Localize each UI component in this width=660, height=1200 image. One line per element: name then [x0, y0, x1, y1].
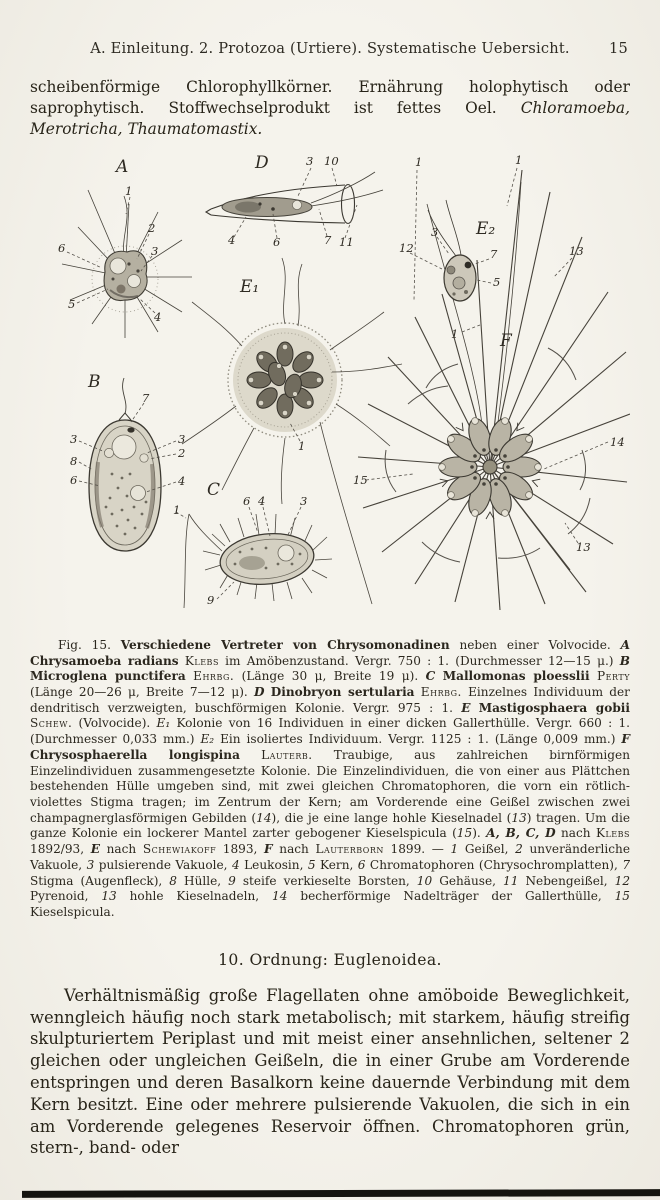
figure-number: 2: [178, 445, 186, 460]
figure-label-a: A: [116, 156, 129, 177]
figure-number: 3: [70, 431, 78, 446]
organism-a-chrysamoeba: [62, 190, 192, 338]
figure-wrap: [30, 152, 630, 626]
figure-number: 11: [339, 234, 354, 249]
figure-label-b: B: [88, 371, 101, 392]
figure-number: 7: [324, 232, 332, 247]
body-paragraph: Verhältnismäßig große Flagellaten ohne amöboide Beweglichkeit, wenngleich häufig noch stark metabolisch; mit starkem, häufig streifig skulpturiertem Periplast und mit meist einer ansehnlichen, seltener 2 gleichen oder ungleichen Geißeln, die in einer Grube am Vorderende entspringen und deren Basalkorn keine dauernde Verbindung mit dem Kern besitzt. Eine oder mehrere pulsierende Vakuolen, die sich in ein am Vorderende gelegenes Reservoir öffnen. Chromatophoren grün, stern-, band- oder: [30, 985, 630, 1158]
figure-number: 3: [178, 431, 186, 446]
figure-number: 12: [399, 240, 414, 255]
figure-number: 13: [576, 539, 591, 554]
organism-b-microglena: [89, 378, 161, 551]
figure-number: 1: [515, 152, 523, 167]
figure-label-c: C: [207, 479, 221, 500]
figure-number: 4: [258, 493, 266, 508]
figure-number: 1: [298, 438, 306, 453]
organism-f-spicula: [385, 348, 590, 562]
figure-label-d: D: [255, 152, 269, 173]
figure-number: 1: [173, 502, 181, 517]
running-header: [30, 40, 630, 57]
figure-illustration: [30, 152, 630, 622]
figure-number: 9: [207, 592, 215, 607]
figure-number: 2: [148, 220, 156, 235]
organism-e2: [428, 200, 476, 301]
figure-number: 6: [273, 234, 281, 249]
figure-number: 1: [415, 154, 423, 169]
figure-number: 5: [493, 274, 501, 289]
figure-number: 6: [58, 240, 66, 255]
figure-number: 3: [306, 153, 314, 168]
figure-number: 4: [228, 232, 236, 247]
figure-label-f: F: [500, 330, 512, 351]
figure-number: 15: [353, 472, 368, 487]
figure-number: 3: [300, 493, 308, 508]
figure-number: 14: [610, 434, 625, 449]
section-heading: 10. Ordnung: Euglenoidea.: [218, 950, 442, 969]
scan-edge-artifact: [22, 1189, 660, 1198]
intro-paragraph: scheibenförmige Chlorophyllkörner. Ernährung holophytisch oder saprophytisch. Stoffwechselprodukt ist fettes Oel. Chloramoeba, Merotricha, Thaumatomastix.: [30, 78, 630, 138]
figure-number: 1: [125, 183, 133, 198]
figure-number: 10: [324, 153, 339, 168]
figure-number: 13: [569, 243, 584, 258]
organism-d-dinobryon: [206, 172, 383, 224]
figure-number: 4: [178, 473, 186, 488]
page-number: 15: [609, 40, 628, 57]
figure-number: 3: [151, 243, 159, 258]
figure-number: 6: [70, 472, 78, 487]
figure-number: 5: [68, 296, 76, 311]
figure-caption: Fig. 15. Verschiedene Vertreter von Chrysomonadinen neben einer Volvocide. A Chrysamoeba radians Klebs im Amöbenzustand. Vergr. 750 : 1. (Durchmesser 12—15 μ.) B Microglena punctifera Ehrbg. (Länge 30 μ, Breite 19 μ). C Mallomonas ploesslii Perty (Länge 20—26 μ, Breite 7—12 μ). D Dinobryon sertularia Ehrbg. Einzelnes Individuum der dendritisch verzweigten, buschförmigen Kolonie. Vergr. 975 : 1. E Mastigosphaera gobii Schew. (Volvocide). E₁ Kolonie von 16 Individuen in einer dicken Gallerthülle. Vergr. 660 : 1. (Durchmesser 0,033 mm.) E₂ Ein isoliertes Individuum. Vergr. 1125 : 1. (Länge 0,009 mm.) F Chrysosphaerella longispina Lauterb. Traubige, aus zahlreichen birnförmigen Einzelindividuen zusammengesetzte Kolonie. Die Einzelindividuen, die von einer aus Plättchen bestehenden Hülle umgeben sind, mit zwei gleichen Chromatophoren, die vorn ein rötlich-violettes Stigma tragen; im Zentrum der Kern; am Vorderende eine Geißel zwischen zwei champagnerglasförmigen Gebilden (14), die je eine lange hohle Kieselnadel (13) tragen. Um die ganze Kolonie ein lockerer Mantel zarter gebogener Kieselspicula (15). A, B, C, D nach Klebs 1892/93, E nach Schewiakoff 1893, F nach Lauterborn 1899. — 1 Geißel, 2 unveränderliche Vakuole, 3 pulsierende Vakuole, 4 Leukosin, 5 Kern, 6 Chromatophoren (Chrysochromplatten), 7 Stigma (Augenfleck), 8 Hülle, 9 steife verkieselte Borsten, 10 Gehäuse, 11 Nebengeißel, 12 Pyrenoid, 13 hohle Kieselnadeln, 14 becherförmige Nadelträger der Gallerthülle, 15 Kieselspicula.: [30, 637, 631, 920]
organism-f-colony: [439, 416, 542, 519]
figure-number: 7: [490, 246, 498, 261]
figure-number: 6: [243, 493, 251, 508]
figure-number: 4: [154, 309, 162, 324]
figure-number: 3: [431, 224, 439, 239]
figure-number: 8: [70, 453, 78, 468]
figure-number: 1: [451, 326, 459, 341]
figure-number: 7: [142, 390, 150, 405]
figure-label-e2: E₂: [476, 218, 496, 239]
running-header-title: A. Einleitung. 2. Protozoa (Urtiere). Systematische Uebersicht.: [90, 40, 570, 57]
figure-label-e1: E₁: [240, 276, 260, 297]
